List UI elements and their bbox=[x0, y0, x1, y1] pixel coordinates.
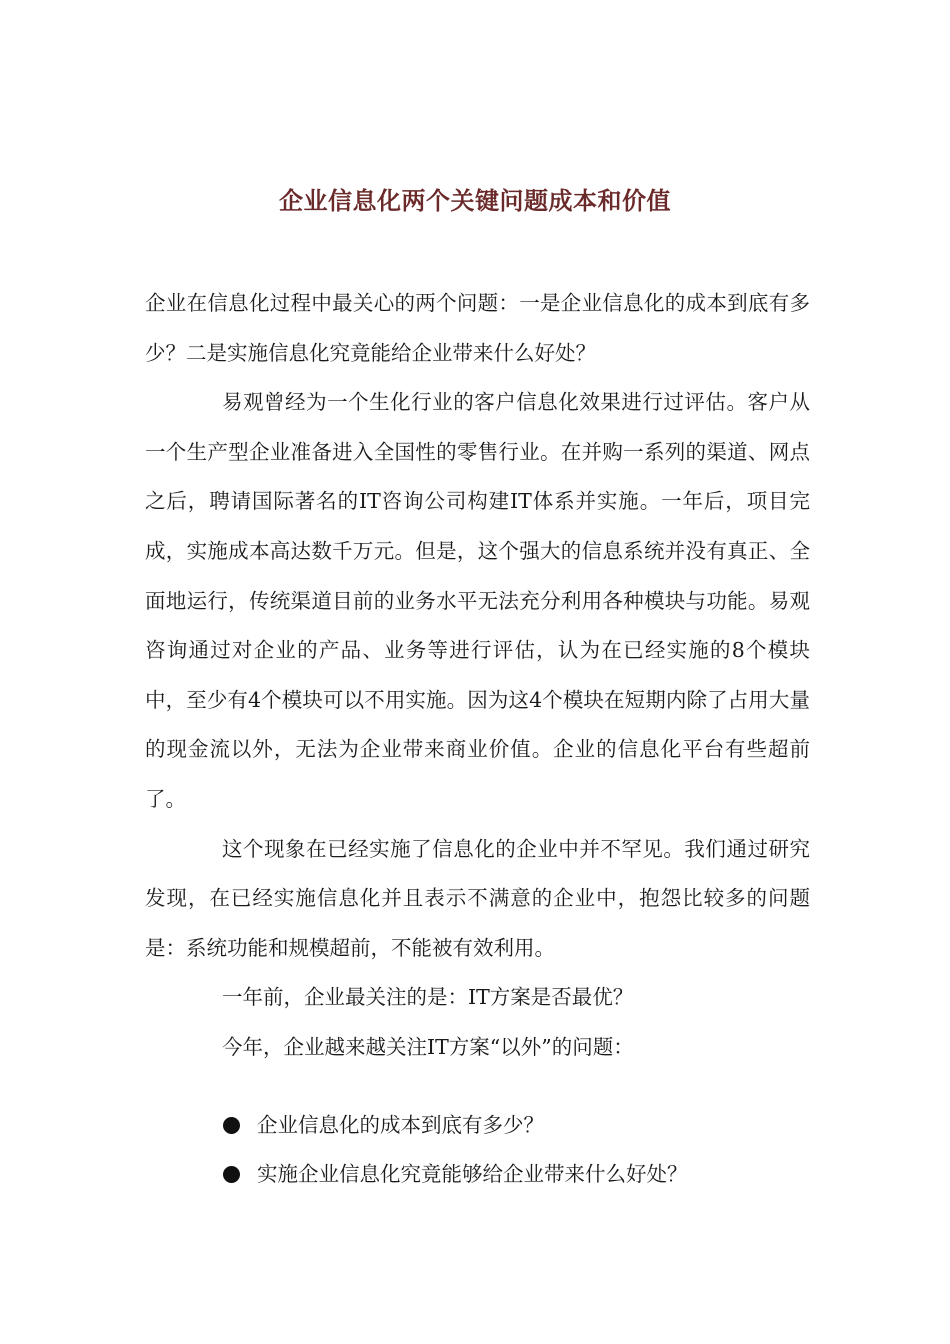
list-item bbox=[145, 1101, 810, 1151]
document-body bbox=[145, 279, 810, 1200]
list-item bbox=[145, 1150, 810, 1200]
bullet-icon bbox=[223, 1166, 240, 1183]
paragraph-research: 这个现象在已经实施了信息化的企业中并不罕见。我们通过研究发现，在已经实施信息化并且表示不满意的企业中，抱怨比较多的问题是：系统功能和规模超前，不能被有效利用。 bbox=[145, 836, 810, 960]
document-title: 企业信息化两个关键问题成本和价值 bbox=[279, 186, 671, 215]
paragraph-this-year: 今年，企业越来越关注IT方案“以外”的问题： bbox=[222, 1034, 634, 1059]
paragraph-last-year: 一年前，企业最关注的是：IT方案是否最优？ bbox=[222, 985, 634, 1010]
bullet-text: 实施企业信息化究竟能够给企业带来什么好处？ bbox=[257, 1162, 688, 1187]
bullet-text: 企业信息化的成本到底有多少？ bbox=[257, 1112, 544, 1137]
spacer bbox=[145, 1073, 810, 1101]
paragraph-intro: 企业在信息化过程中最关心的两个问题：一是企业信息化的成本到底有多少？二是实施信息化究竟能给企业带来什么好处？ bbox=[145, 291, 810, 365]
paragraph-case-study: 易观曾经为一个生化行业的客户信息化效果进行过评估。客户从一个生产型企业准备进入全国性的零售行业。在并购一系列的渠道、网点之后，聘请国际著名的IT咨询公司构建IT体系并实施。一年后，项目完成，实施成本高达数千万元。但是，这个强大的信息系统并没有真正、全面地运行，传统渠道目前的业务水平无法充分利用各种模块与功能。易观咨询通过对企业的产品、业务等进行评估，认为在已经实施的8个模块中，至少有4个模块可以不用实施。因为这4个模块在短期内除了占用大量的现金流以外，无法为企业带来商业价值。企业的信息化平台有些超前了。 bbox=[145, 390, 810, 811]
bullet-icon bbox=[223, 1117, 240, 1134]
